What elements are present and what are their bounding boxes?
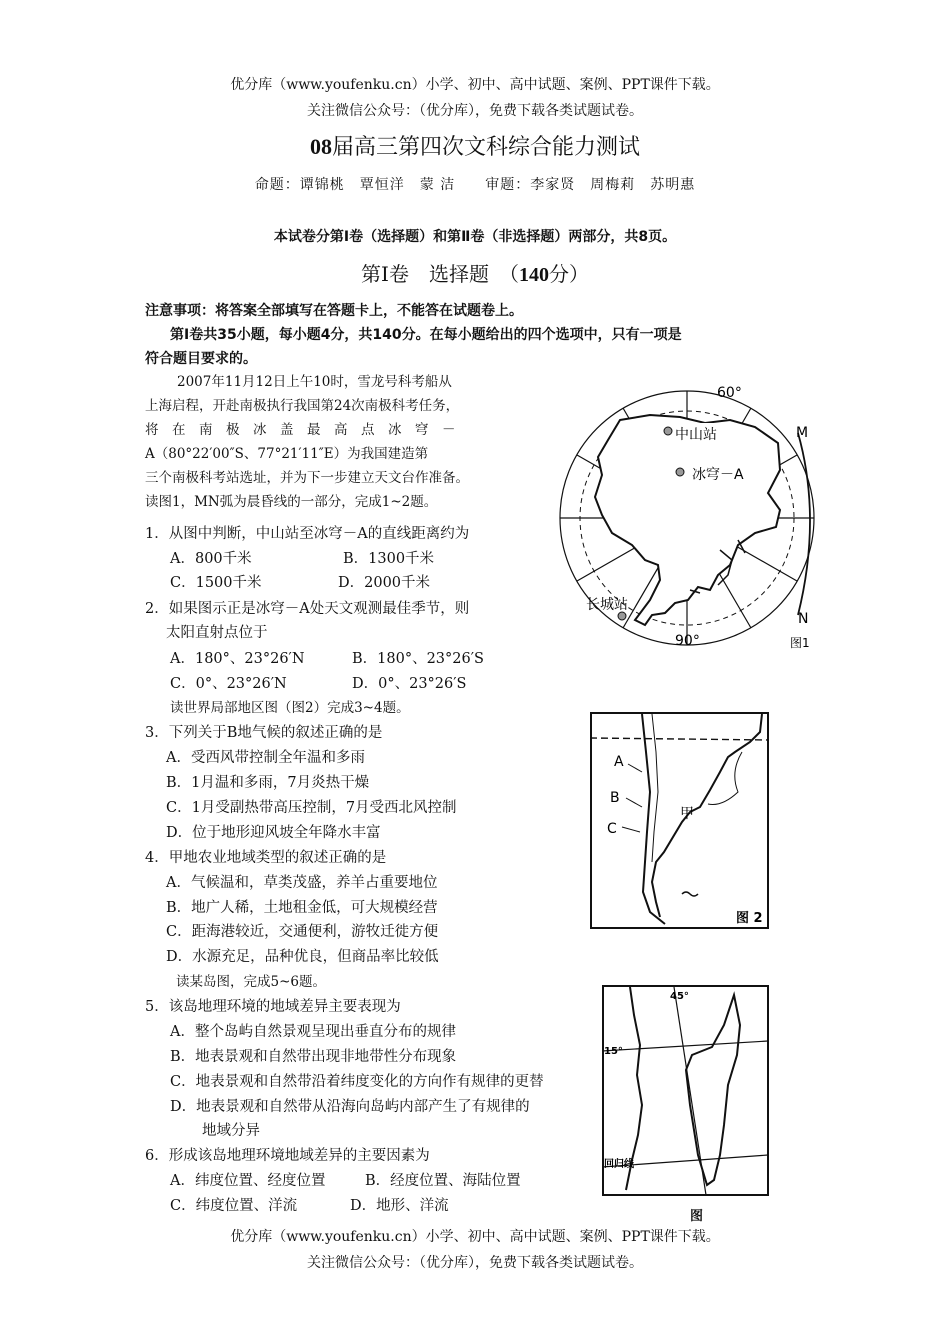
label-n: N bbox=[798, 611, 809, 627]
q3-stem: 3．下列关于B地气候的叙述正确的是 bbox=[145, 725, 383, 741]
q5-option-d-line-1: D．地表景观和自然带从沿海向岛屿内部产生了有规律的 bbox=[170, 1099, 530, 1115]
label-b: B bbox=[610, 790, 620, 806]
exam-title bbox=[0, 130, 950, 161]
passage-1-line-4: A（80°22′00″S、77°21′11″E）为我国建造第 bbox=[145, 446, 429, 462]
exam-title-text: 届高三第四次文科综合能力测试 bbox=[331, 135, 640, 160]
header-line-1: 优分库（www.youfenku.cn）小学、初中、高中试题、案例、PPT课件下载。 bbox=[230, 77, 720, 93]
header-line-2: 关注微信公众号：（优分库），免费下载各类试题试卷。 bbox=[307, 103, 643, 119]
q6-option-b: B．经度位置、海陆位置 bbox=[365, 1173, 521, 1189]
exam-authors: 命题：谭锦桃 覃恒洋 蒙 洁 审题：李家贤 周梅莉 苏明惠 bbox=[254, 177, 696, 193]
exam-title-number: 08 bbox=[309, 134, 332, 159]
label-tropic: 回归线 bbox=[604, 1159, 634, 1170]
q4-option-b: B．地广人稀，土地租金低，可大规模经营 bbox=[166, 900, 438, 916]
label-dome-a: 冰穹－A bbox=[692, 467, 744, 483]
q2-stem-line-1: 2．如果图示正是冰穹－A处天文观测最佳季节，则 bbox=[145, 601, 470, 617]
q5-option-d-line-2: 地域分异 bbox=[202, 1123, 260, 1139]
q5-option-c: C．地表景观和自然带沿着纬度变化的方向作有规律的更替 bbox=[170, 1074, 544, 1090]
label-lon-60: 60° bbox=[717, 385, 742, 401]
section-title-end: 分） bbox=[548, 262, 589, 286]
section-title bbox=[0, 258, 950, 287]
label-a: A bbox=[614, 754, 624, 770]
read-figure-3: 读某岛图，完成5~6题。 bbox=[176, 974, 326, 990]
q3-option-a: A．受西风带控制全年温和多雨 bbox=[166, 750, 365, 766]
section-score: 140 bbox=[518, 264, 549, 286]
figure-2-caption: 图 2 bbox=[736, 911, 763, 926]
label-c: C bbox=[607, 821, 617, 837]
q1-option-c: C．1500千米 bbox=[170, 575, 262, 591]
q5-option-b: B．地表景观和自然带出现非地带性分布现象 bbox=[170, 1049, 457, 1065]
passage-1-line-2: 上海启程，开赴南极执行我国第24次南极科考任务， bbox=[145, 398, 460, 414]
q1-option-a: A．800千米 bbox=[170, 551, 252, 567]
q1-stem: 1．从图中判断，中山站至冰穹－A的直线距离约为 bbox=[145, 526, 470, 542]
label-lat-15: 15° bbox=[604, 1046, 623, 1057]
footer-line-1: 优分库（www.youfenku.cn）小学、初中、高中试题、案例、PPT课件下载。 bbox=[230, 1229, 720, 1245]
figure-3-island-map bbox=[602, 985, 770, 1197]
label-lon-90: 90° bbox=[675, 633, 700, 649]
passage-1-line-5: 三个南极科考站选址，并为下一步建立天文台作准备。 bbox=[145, 470, 469, 486]
q2-stem-line-2: 太阳直射点位于 bbox=[166, 625, 268, 641]
passage-1 bbox=[145, 370, 545, 514]
antarctica-coastline bbox=[595, 415, 780, 625]
q3-option-d: D．位于地形迎风坡全年降水丰富 bbox=[166, 825, 381, 841]
section-title-text: 第Ⅰ卷 选择题 （ bbox=[361, 262, 519, 286]
label-jia: 甲 bbox=[680, 806, 694, 822]
q4-stem: 4．甲地农业地域类型的叙述正确的是 bbox=[145, 850, 387, 866]
q1-option-d: D．2000千米 bbox=[338, 575, 431, 591]
q4-option-c: C．距海港较近，交通便利，游牧迁徙方便 bbox=[166, 924, 439, 940]
passage-1-line-1: 2007年11月12日上午10时，雪龙号科考船从 bbox=[177, 374, 452, 390]
label-great-wall-station: 长城站 bbox=[586, 597, 628, 613]
great-wall-station-dot bbox=[618, 612, 626, 620]
read-figure-2: 读世界局部地区图（图2）完成3~4题。 bbox=[170, 700, 410, 716]
q6-option-d: D．地形、洋流 bbox=[350, 1198, 449, 1214]
q6-stem: 6．形成该岛地理环境地域差异的主要因素为 bbox=[145, 1148, 430, 1164]
figure-3-caption: 图 bbox=[690, 1209, 704, 1224]
instruction-line-1: 第Ⅰ卷共35小题，每小题4分，共140分。在每小题给出的四个选项中，只有一项是 bbox=[170, 327, 682, 343]
q5-option-a: A．整个岛屿自然景观呈现出垂直分布的规律 bbox=[170, 1024, 456, 1040]
dome-a-dot bbox=[676, 468, 684, 476]
passage-1-line-6: 读图1，MN弧为晨昏线的一部分，完成1~2题。 bbox=[145, 494, 438, 510]
q3-option-b: B．1月温和多雨，7月炎热干燥 bbox=[166, 775, 370, 791]
figure-1-caption: 图1 bbox=[790, 636, 810, 650]
figure-2-south-america-map bbox=[590, 712, 770, 930]
exam-intro: 本试卷分第Ⅰ卷（选择题）和第Ⅱ卷（非选择题）两部分，共8页。 bbox=[273, 229, 677, 245]
passage-1-line-3: 将 在 南 极 冰 盖 最 高 点 冰 穹 － bbox=[145, 422, 456, 438]
notice: 注意事项：将答案全部填写在答题卡上，不能答在试题卷上。 bbox=[145, 303, 523, 319]
zhongshan-station-dot bbox=[664, 427, 672, 435]
footer-line-2: 关注微信公众号：（优分库），免费下载各类试题试卷。 bbox=[307, 1255, 643, 1271]
q5-stem: 5．该岛地理环境的地域差异主要表现为 bbox=[145, 999, 401, 1015]
q2-option-d: D．0°、23°26′S bbox=[352, 676, 467, 692]
q2-option-c: C．0°、23°26′N bbox=[170, 676, 287, 692]
q1-option-b: B．1300千米 bbox=[343, 551, 435, 567]
q2-option-b: B．180°、23°26′S bbox=[352, 651, 484, 667]
label-zhongshan-station: 中山站 bbox=[675, 427, 717, 443]
q4-option-d: D．水源充足，品种优良，但商品率比较低 bbox=[166, 949, 439, 965]
q3-option-c: C．1月受副热带高压控制，7月受西北风控制 bbox=[166, 800, 457, 816]
label-lon-45: 45° bbox=[670, 991, 689, 1002]
q6-option-c: C．纬度位置、洋流 bbox=[170, 1198, 298, 1214]
instruction-line-2: 符合题目要求的。 bbox=[145, 351, 257, 367]
q4-option-a: A．气候温和，草类茂盛，养羊占重要地位 bbox=[166, 875, 438, 891]
label-m: M bbox=[796, 425, 809, 441]
q2-option-a: A．180°、23°26′N bbox=[170, 651, 305, 667]
figure-1-antarctica-map bbox=[540, 375, 830, 655]
q6-option-a: A．纬度位置、经度位置 bbox=[170, 1173, 326, 1189]
